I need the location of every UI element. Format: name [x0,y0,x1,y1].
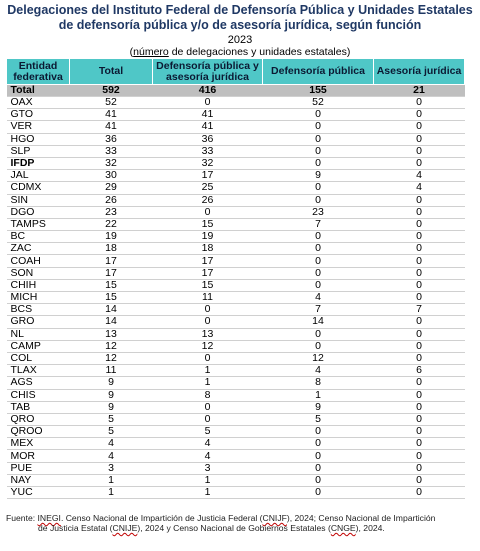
table-row [7,170,465,182]
value-cell: 5 [263,413,374,425]
value-cell: 36 [153,133,263,145]
value-cell: 0 [263,133,374,145]
entity-cell: BCS [7,304,70,316]
value-cell: 0 [374,121,465,133]
value-cell: 1 [153,377,263,389]
value-cell: 0 [263,121,374,133]
total-row [7,85,465,97]
table-row [7,133,465,145]
value-cell: 1 [153,487,263,499]
value-cell: 0 [153,97,263,109]
subtitle-underlined-word: número [133,46,169,58]
source-line-1: Fuente: INEGI. Censo Nacional de Impartición de Justicia Federal (CNIJF), 2024; Censo Nacional de Impartición [6,513,436,524]
table-row [7,97,465,109]
value-cell: 0 [374,389,465,401]
value-cell: 41 [70,109,153,121]
value-cell: 0 [263,194,374,206]
total-cell: 21 [374,85,465,97]
value-cell: 0 [153,352,263,364]
value-cell: 15 [70,292,153,304]
entity-cell: GTO [7,109,70,121]
header-defensoria-y-asesoria: Defensoría pública y asesoría jurídica [153,59,263,85]
entity-cell: YUC [7,487,70,499]
entity-cell: COL [7,352,70,364]
value-cell: 0 [374,474,465,486]
entity-cell: MICH [7,292,70,304]
entity-cell: CHIH [7,279,70,291]
value-cell: 0 [374,218,465,230]
value-cell: 4 [153,450,263,462]
header-entidad: Entidad federativa [7,59,70,85]
source-line-2: de Justicia Estatal (CNIJE), 2024 y Censo Nacional de Gobiernos Estatales (CNGE), 2024. [38,523,385,534]
value-cell: 6 [374,365,465,377]
value-cell: 11 [70,365,153,377]
table-row [7,340,465,352]
table-row [7,474,465,486]
value-cell: 0 [374,194,465,206]
entity-cell: ZAC [7,243,70,255]
value-cell: 0 [374,450,465,462]
value-cell: 0 [374,145,465,157]
table-body [7,85,465,499]
table-row [7,194,465,206]
entity-cell: HGO [7,133,70,145]
value-cell: 14 [263,316,374,328]
value-cell: 32 [153,157,263,169]
value-cell: 0 [374,340,465,352]
table-row [7,401,465,413]
entity-cell: CDMX [7,182,70,194]
title-line-2: de defensoría pública y/o de asesoría jurídica, según función [58,18,422,32]
table-row [7,255,465,267]
header-row [7,59,465,85]
value-cell: 0 [263,157,374,169]
value-cell: 41 [153,109,263,121]
total-label: Total [7,85,70,97]
value-cell: 0 [374,255,465,267]
value-cell: 26 [70,194,153,206]
value-cell: 1 [263,389,374,401]
value-cell: 0 [263,182,374,194]
value-cell: 5 [70,413,153,425]
data-table [6,58,465,499]
entity-cell: BC [7,231,70,243]
value-cell: 3 [153,462,263,474]
table-row [7,487,465,499]
title-line-1: Delegaciones del Instituto Federal de Defensoría Pública y Unidades Estatales [7,3,473,17]
value-cell: 0 [374,206,465,218]
value-cell: 8 [263,377,374,389]
header-asesoria: Asesoría jurídica [374,59,465,85]
value-cell: 0 [153,413,263,425]
value-cell: 0 [263,279,374,291]
value-cell: 0 [374,267,465,279]
value-cell: 29 [70,182,153,194]
value-cell: 0 [263,340,374,352]
table-row [7,157,465,169]
table-row [7,426,465,438]
value-cell: 0 [374,292,465,304]
table-row [7,145,465,157]
table-row [7,292,465,304]
value-cell: 3 [70,462,153,474]
value-cell: 13 [70,328,153,340]
value-cell: 11 [153,292,263,304]
value-cell: 0 [374,157,465,169]
value-cell: 1 [70,474,153,486]
value-cell: 0 [374,401,465,413]
value-cell: 0 [263,267,374,279]
table-row [7,109,465,121]
total-cell: 155 [263,85,374,97]
header-total: Total [70,59,153,85]
value-cell: 18 [153,243,263,255]
value-cell: 41 [153,121,263,133]
source-note [0,513,480,533]
value-cell: 33 [153,145,263,157]
value-cell: 19 [70,231,153,243]
table-row [7,267,465,279]
entity-cell: SON [7,267,70,279]
value-cell: 12 [263,352,374,364]
entity-cell: OAX [7,97,70,109]
value-cell: 4 [374,170,465,182]
value-cell: 0 [263,438,374,450]
value-cell: 7 [263,304,374,316]
table-row [7,243,465,255]
entity-cell: AGS [7,377,70,389]
value-cell: 0 [374,438,465,450]
value-cell: 0 [263,462,374,474]
entity-cell: QRO [7,413,70,425]
value-cell: 0 [263,487,374,499]
entity-cell: IFDP [7,157,70,169]
value-cell: 12 [153,340,263,352]
value-cell: 41 [70,121,153,133]
value-cell: 0 [374,377,465,389]
value-cell: 17 [70,267,153,279]
value-cell: 0 [263,426,374,438]
value-cell: 0 [374,426,465,438]
table-row [7,279,465,291]
entity-cell: NAY [7,474,70,486]
value-cell: 0 [374,231,465,243]
value-cell: 0 [374,97,465,109]
value-cell: 9 [70,389,153,401]
table-row [7,462,465,474]
entity-cell: TLAX [7,365,70,377]
table-subtitle: (número de delegaciones y unidades estatales) [129,46,351,58]
entity-cell: CHIS [7,389,70,401]
value-cell: 15 [153,218,263,230]
value-cell: 0 [374,413,465,425]
value-cell: 0 [153,304,263,316]
value-cell: 0 [263,474,374,486]
value-cell: 0 [374,109,465,121]
table-row [7,413,465,425]
table-row [7,365,465,377]
value-cell: 18 [70,243,153,255]
value-cell: 17 [153,170,263,182]
value-cell: 4 [153,438,263,450]
table-row [7,352,465,364]
entity-cell: MEX [7,438,70,450]
value-cell: 0 [374,487,465,499]
value-cell: 8 [153,389,263,401]
value-cell: 0 [263,255,374,267]
table-title [0,3,480,33]
value-cell: 9 [70,401,153,413]
value-cell: 0 [263,231,374,243]
value-cell: 14 [70,304,153,316]
value-cell: 33 [70,145,153,157]
total-cell: 592 [70,85,153,97]
entity-cell: TAMPS [7,218,70,230]
value-cell: 12 [70,352,153,364]
value-cell: 7 [374,304,465,316]
value-cell: 15 [70,279,153,291]
table-row [7,182,465,194]
entity-cell: DGO [7,206,70,218]
value-cell: 0 [153,206,263,218]
value-cell: 0 [263,328,374,340]
value-cell: 0 [374,316,465,328]
value-cell: 0 [374,243,465,255]
value-cell: 17 [153,255,263,267]
value-cell: 17 [70,255,153,267]
value-cell: 12 [70,340,153,352]
total-cell: 416 [153,85,263,97]
value-cell: 0 [263,109,374,121]
entity-cell: SLP [7,145,70,157]
value-cell: 9 [263,401,374,413]
value-cell: 23 [263,206,374,218]
value-cell: 1 [153,365,263,377]
value-cell: 0 [374,328,465,340]
value-cell: 9 [70,377,153,389]
value-cell: 26 [153,194,263,206]
value-cell: 1 [153,474,263,486]
value-cell: 32 [70,157,153,169]
value-cell: 7 [263,218,374,230]
table-row [7,304,465,316]
entity-cell: QROO [7,426,70,438]
value-cell: 0 [374,279,465,291]
value-cell: 4 [263,292,374,304]
value-cell: 0 [374,352,465,364]
value-cell: 0 [153,401,263,413]
value-cell: 22 [70,218,153,230]
table-row [7,328,465,340]
value-cell: 0 [374,133,465,145]
value-cell: 5 [153,426,263,438]
table-row [7,450,465,462]
value-cell: 9 [263,170,374,182]
entity-cell: VER [7,121,70,133]
entity-cell: SIN [7,194,70,206]
table-row [7,218,465,230]
value-cell: 52 [263,97,374,109]
entity-cell: JAL [7,170,70,182]
table-row [7,316,465,328]
entity-cell: MOR [7,450,70,462]
value-cell: 4 [70,438,153,450]
entity-cell: NL [7,328,70,340]
value-cell: 17 [153,267,263,279]
value-cell: 14 [70,316,153,328]
header-defensoria: Defensoría pública [263,59,374,85]
entity-cell: PUE [7,462,70,474]
value-cell: 19 [153,231,263,243]
value-cell: 4 [70,450,153,462]
value-cell: 0 [263,243,374,255]
value-cell: 23 [70,206,153,218]
entity-cell: COAH [7,255,70,267]
value-cell: 52 [70,97,153,109]
year-label: 2023 [227,34,253,46]
value-cell: 1 [70,487,153,499]
entity-cell: CAMP [7,340,70,352]
value-cell: 15 [153,279,263,291]
value-cell: 0 [263,450,374,462]
value-cell: 4 [263,365,374,377]
table-row [7,231,465,243]
value-cell: 36 [70,133,153,145]
table-row [7,438,465,450]
entity-cell: GRO [7,316,70,328]
value-cell: 30 [70,170,153,182]
value-cell: 5 [70,426,153,438]
value-cell: 0 [153,316,263,328]
table-row [7,121,465,133]
table-row [7,206,465,218]
entity-cell: TAB [7,401,70,413]
value-cell: 25 [153,182,263,194]
value-cell: 0 [263,145,374,157]
table-row [7,389,465,401]
table-row [7,377,465,389]
value-cell: 13 [153,328,263,340]
value-cell: 4 [374,182,465,194]
value-cell: 0 [374,462,465,474]
